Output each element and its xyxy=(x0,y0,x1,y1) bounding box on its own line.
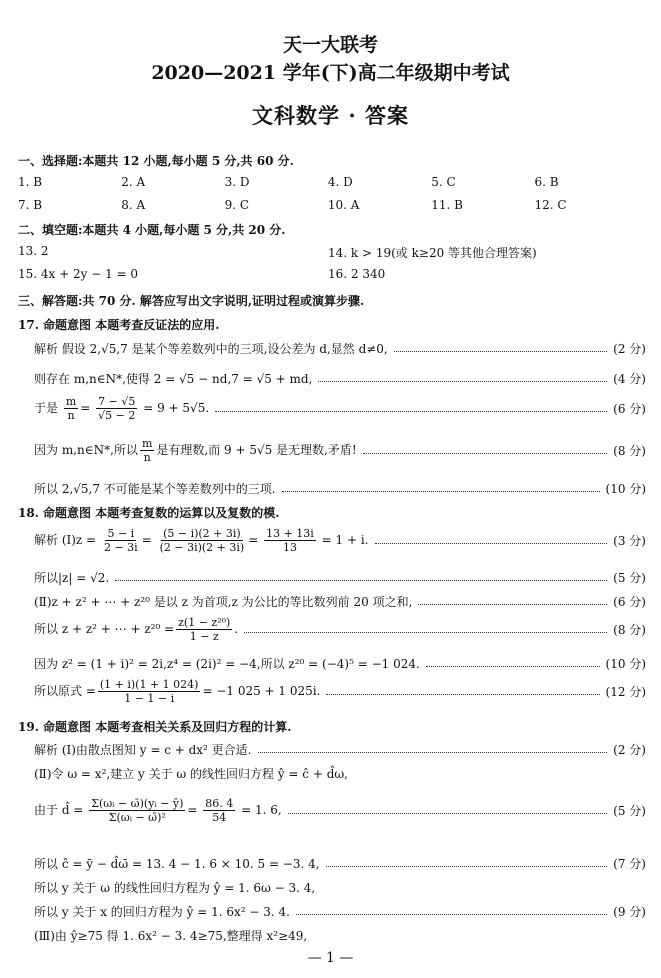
answer-12: 12. C xyxy=(534,198,567,212)
fill-row-2 xyxy=(18,267,638,281)
q19-heading: 19. 命题意图 本题考查相关关系及回归方程的计算. xyxy=(18,720,292,734)
org-title: 天一大联考 xyxy=(282,34,378,56)
answer-4: 4. D xyxy=(327,175,353,189)
q18-step-1: 解析 (Ⅰ)z = $\frac{5 - i}{2 - 3i}$ = $\frac{(5 - i)(2 + 3i)}{(2 - 3i)(2 + 3i)}$ = $\frac{13 + 13i}{13}$ = 1 + i. (3 分) xyxy=(34,527,646,554)
q18-step-4: 所以 z + z² + ⋯ + z²⁰ = $\frac{\text{z(1 − z²⁰)}}{1 - z}$ . (8 分) xyxy=(34,616,646,643)
q19-step-2: (Ⅱ)令 ω = x²,建立 y 关于 ω 的线性回归方程 ŷ = ĉ + d̂ω, xyxy=(34,767,348,781)
answer-15: 15. 4x + 2y − 1 = 0 xyxy=(18,267,139,281)
answer-6: 6. B xyxy=(534,175,559,189)
answer-11: 11. B xyxy=(431,198,463,212)
page-number: — 1 — xyxy=(307,950,354,966)
q18-heading: 18. 命题意图 本题考查复数的运算以及复数的模. xyxy=(18,506,280,520)
exam-title: 2020—2021 学年(下)高二年级期中考试 xyxy=(151,62,510,84)
q18-step-6: 所以原式 = $\frac{(1 + i)(1 + 1 024)}{1 - 1 - i}$ = −1 025 + 1 025i. (12 分) xyxy=(34,678,646,705)
q18-step-2: 所以|z| = √2. (5 分) xyxy=(34,571,646,585)
answer-14: 14. k > 19(或 k≥20 等其他合理答案) xyxy=(328,246,537,260)
q17-step-4: 因为 m,n∈N*,所以 $\frac{m}{n}$ 是有理数,而 9 + 5√5 是无理数,矛盾! (8 分) xyxy=(34,437,646,464)
answer-3: 3. D xyxy=(224,175,250,189)
q18-step-5: 因为 z² = (1 + i)² = 2i,z⁴ = (2i)² = −4,所以 z²⁰ = (−4)⁵ = −1 024. (10 分) xyxy=(34,657,646,671)
section1-title: 一、选择题:本题共 12 小题,每小题 5 分,共 60 分. xyxy=(18,154,294,168)
fill-row-1 xyxy=(18,244,638,261)
q17-heading: 17. 命题意图 本题考查反证法的应用. xyxy=(18,318,220,332)
answer-2: 2. A xyxy=(121,175,146,189)
answer-10: 10. A xyxy=(327,198,360,212)
q18-step-3: (Ⅱ)z + z² + ⋯ + z²⁰ 是以 z 为首项,z 为公比的等比数列前 20 项之和, (6 分) xyxy=(34,595,646,609)
answer-13: 13. 2 xyxy=(18,244,49,258)
subject-title: 文科数学 · 答案 xyxy=(252,103,409,128)
answer-16: 16. 2 340 xyxy=(328,267,386,281)
q19-step-5: 所以 y 关于 ω 的线性回归方程为 ŷ = 1. 6ω − 3. 4, xyxy=(34,881,316,895)
answer-1: 1. B xyxy=(18,175,43,189)
answer-7: 7. B xyxy=(18,198,43,212)
choice-row-1 xyxy=(18,175,638,189)
q19-step-7: (Ⅲ)由 ŷ≥75 得 1. 6x² − 3. 4≥75,整理得 x²≥49, xyxy=(34,929,308,943)
choice-row-2 xyxy=(18,198,638,212)
answer-9: 9. C xyxy=(224,198,250,212)
q19-step-3: 由于 d̂ = $\frac{\text{Σ(ωᵢ − ω̄)(yᵢ − ȳ)}}{\text{Σ(ωᵢ − ω̄)²}}$ = $\frac{86. 4}{54}$ = 1. 6, (5 分) xyxy=(34,797,646,824)
q19-step-4: 所以 ĉ = ȳ − d̂ω̄ = 13. 4 − 1. 6 × 10. 5 = −3. 4, (7 分) xyxy=(34,857,646,871)
answer-8: 8. A xyxy=(121,198,146,212)
section2-title: 二、填空题:本题共 4 小题,每小题 5 分,共 20 分. xyxy=(18,223,286,237)
q17-step-2: 则存在 m,n∈N*,使得 2 = √5 − nd,7 = √5 + md, (4 分) xyxy=(34,372,646,386)
q19-step-1: 解析 (Ⅰ)由散点图知 y = c + dx² 更合适. (2 分) xyxy=(34,743,646,757)
answer-5: 5. C xyxy=(431,175,456,189)
q17-step-5: 所以 2,√5,7 不可能是某个等差数列中的三项. (10 分) xyxy=(34,482,646,496)
q19-step-6: 所以 y 关于 x 的回归方程为 ŷ = 1. 6x² − 3. 4. (9 分) xyxy=(34,905,646,919)
section3-title: 三、解答题:共 70 分. 解答应写出文字说明,证明过程或演算步骤. xyxy=(18,294,365,308)
q17-step-3: 于是 $\frac{m}{n}$ = $\frac{7 - √5}{√5 - 2}$ = 9 + 5√5. (6 分) xyxy=(34,395,646,422)
q17-step-1: 解析 假设 2,√5,7 是某个等差数列中的三项,设公差为 d,显然 d≠0, (2 分) xyxy=(34,342,646,356)
